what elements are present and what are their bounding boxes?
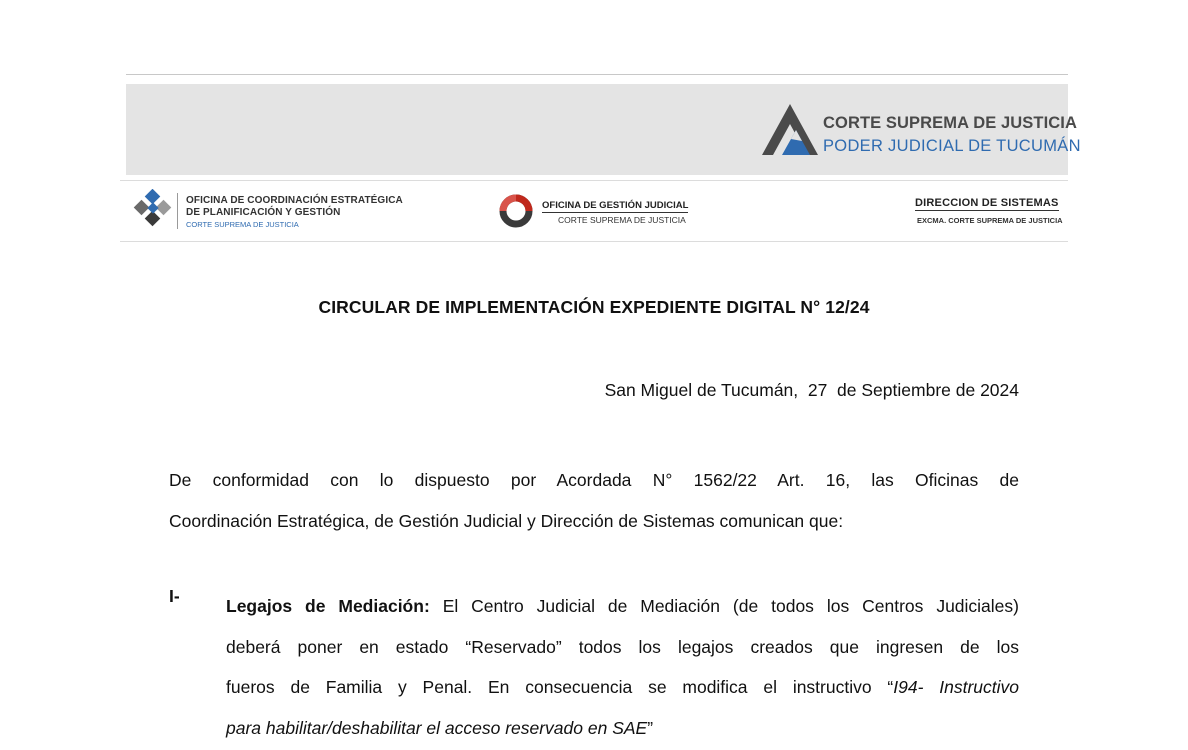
item-line-1-text: El Centro Judicial de Mediación (de todos los Centros Judiciales) <box>429 596 1019 616</box>
intro-line-2: Coordinación Estratégica, de Gestión Judicial y Dirección de Sistemas comunican que: <box>169 511 844 531</box>
ogj-title: OFICINA DE GESTIÓN JUDICIAL <box>542 200 689 211</box>
item-body <box>226 586 1019 748</box>
intro-line-1: De conformidad con lo dispuesto por Acordada N° 1562/22 Art. 16, las Oficinas de <box>169 470 1019 490</box>
circular-title: CIRCULAR DE IMPLEMENTACIÓN EXPEDIENTE DIGITAL N° 12/24 <box>318 297 870 317</box>
item-line-2: deberá poner en estado “Reservado” todos los legajos creados que ingresen de los <box>226 636 1019 657</box>
ocep-title-line1: OFICINA DE COORDINACIÓN ESTRATÉGICA <box>186 195 403 206</box>
ocep-logo-icon <box>132 189 174 231</box>
ocep-subtitle: CORTE SUPREMA DE JUSTICIA <box>186 220 299 229</box>
csj-title: CORTE SUPREMA DE JUSTICIA <box>823 114 1077 132</box>
csj-logo-icon <box>758 100 824 158</box>
item-heading: Legajos de Mediación: <box>226 596 430 616</box>
date-line: San Miguel de Tucumán, 27 de Septiembre de 2024 <box>604 380 1019 400</box>
item-number: I- <box>169 586 180 606</box>
ogj-subtitle: CORTE SUPREMA DE JUSTICIA <box>558 215 686 225</box>
ds-subtitle: EXCMA. CORTE SUPREMA DE JUSTICIA <box>917 216 1063 225</box>
csj-subtitle: PODER JUDICIAL DE TUCUMÁN <box>823 137 1081 155</box>
ds-title: DIRECCION DE SISTEMAS <box>915 197 1059 209</box>
item-line-3 <box>226 667 1019 708</box>
item-line-4-italic: para habilitar/deshabilitar el acceso reservado en SAE <box>226 717 648 738</box>
ogj-ring-logo-icon <box>498 193 534 229</box>
office-logos-row <box>120 180 1068 242</box>
item-line-3-italic: I94- Instructivo <box>893 677 1019 697</box>
top-rule <box>126 74 1068 75</box>
item-line-3-text: fueros de Familia y Penal. En consecuencia se modifica el instructivo “ <box>226 677 894 697</box>
header-banner <box>126 84 1081 175</box>
intro-paragraph <box>169 460 1019 542</box>
item-line-4-end: ” <box>647 717 654 738</box>
ocep-title-line2: DE PLANIFICACIÓN Y GESTIÓN <box>186 207 341 218</box>
item-line-4 <box>226 708 1019 749</box>
item-line-1 <box>226 586 1019 627</box>
ocep-divider <box>177 193 178 229</box>
